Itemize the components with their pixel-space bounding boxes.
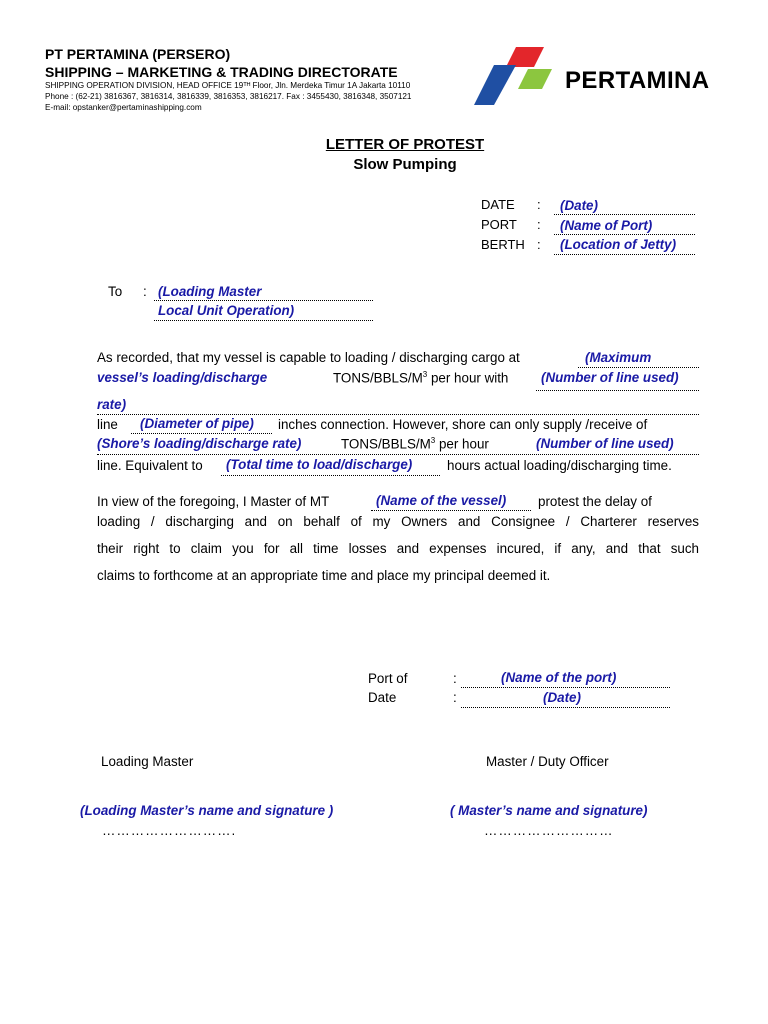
port-underline bbox=[554, 234, 695, 235]
master-signature-dots: ……………………… bbox=[484, 823, 614, 838]
berth-sep: : bbox=[537, 237, 541, 252]
port-of-label: Port of bbox=[368, 671, 408, 686]
place-date-underline bbox=[461, 707, 670, 708]
para1-text-2: inches connection. However, shore can only supply /receive of bbox=[278, 417, 648, 432]
para1-text-3: line. Equivalent to bbox=[97, 458, 203, 473]
para2-underline-1 bbox=[371, 510, 531, 511]
berth-underline bbox=[554, 254, 695, 255]
para1-text-1: As recorded, that my vessel is capable to loading / discharging cargo at bbox=[97, 350, 520, 365]
directorate-name: SHIPPING – MARKETING & TRADING DIRECTORATE bbox=[45, 64, 398, 80]
para1-units-2: TONS/$BBLS/M^3$ per hour bbox=[341, 436, 489, 452]
para2-line-2: loading / discharging and on behalf of my Owners and Consignee / Charterer reserves bbox=[97, 514, 699, 529]
date-label: DATE bbox=[481, 197, 515, 212]
port-label: PORT bbox=[481, 217, 517, 232]
para1-underline-2 bbox=[536, 390, 699, 391]
place-date-label: Date bbox=[368, 690, 397, 705]
to-label: To bbox=[108, 284, 123, 299]
to-underline-1 bbox=[154, 300, 373, 301]
berth-field[interactable]: (Location of Jetty) bbox=[560, 237, 677, 252]
letter-subtitle: Slow Pumping bbox=[353, 156, 457, 173]
para2-text-2: protest the delay of bbox=[538, 494, 652, 509]
para1-field-lines-1[interactable]: (Number of line used) bbox=[541, 370, 679, 385]
master-signature-field[interactable]: ( Master’s name and signature) bbox=[450, 803, 648, 818]
para1-underline-1 bbox=[578, 367, 699, 368]
para1-underline-5 bbox=[97, 454, 699, 455]
to-underline-2 bbox=[154, 320, 373, 321]
para1-underline-3 bbox=[97, 414, 699, 415]
para2-line-4: claims to forthcome at an appropriate time and place my principal deemed it. bbox=[97, 568, 551, 583]
para1-field-max-rate-a[interactable]: (Maximum bbox=[585, 350, 652, 365]
master-title: Master / Duty Officer bbox=[486, 754, 609, 769]
para1-text-line: line bbox=[97, 417, 118, 432]
loading-master-title: Loading Master bbox=[101, 754, 194, 769]
place-date-sep: : bbox=[453, 690, 457, 705]
para1-field-shore-rate[interactable]: (Shore’s loading/discharge rate) bbox=[97, 436, 302, 451]
pertamina-logo-icon bbox=[472, 45, 556, 107]
port-field[interactable]: (Name of Port) bbox=[560, 218, 653, 233]
email-line: E-mail: opstanker@pertaminashipping.com bbox=[45, 103, 202, 112]
para1-field-total-time[interactable]: (Total time to load/discharge) bbox=[226, 457, 413, 472]
loading-master-signature-field[interactable]: (Loading Master’s name and signature ) bbox=[80, 803, 334, 818]
logo-wordmark: PERTAMINA bbox=[565, 67, 710, 94]
para1-field-max-rate-b[interactable]: vessel’s loading/discharge bbox=[97, 370, 268, 385]
para1-field-lines-2[interactable]: (Number of line used) bbox=[536, 436, 674, 451]
phone-line: Phone : (62-21) 3816367, 3816314, 3816339, 3816353, 3816217. Fax : 3455430, 3816348, 3507121 bbox=[45, 92, 412, 101]
to-sep: : bbox=[143, 284, 147, 299]
port-sep: : bbox=[537, 217, 541, 232]
port-of-underline bbox=[461, 687, 670, 688]
date-underline bbox=[554, 214, 695, 215]
para2-text-1: In view of the foregoing, I Master of MT bbox=[97, 494, 330, 509]
para2-field-vessel[interactable]: (Name of the vessel) bbox=[376, 493, 507, 508]
loading-master-signature-dots: ………………………. bbox=[102, 823, 237, 838]
para1-underline-4 bbox=[131, 433, 272, 434]
to-field-line1[interactable]: (Loading Master bbox=[158, 284, 262, 299]
port-of-field[interactable]: (Name of the port) bbox=[501, 670, 617, 685]
port-of-sep: : bbox=[453, 671, 457, 686]
address-line: SHIPPING OPERATION DIVISION, HEAD OFFICE 19ᵀᴴ Floor, Jln. Merdeka Timur 1A Jakarta 10110 bbox=[45, 81, 411, 90]
para2-line-3: their right to claim you for all time losses and expenses incured, if any, and that such bbox=[97, 541, 699, 556]
date-sep: : bbox=[537, 197, 541, 212]
place-date-field[interactable]: (Date) bbox=[543, 690, 581, 705]
para1-units-1: TONS/$BBLS/M^3$ per hour with bbox=[333, 370, 509, 386]
to-field-line2[interactable]: Local Unit Operation) bbox=[158, 303, 295, 318]
para1-field-max-rate-c[interactable]: rate) bbox=[97, 397, 127, 412]
para1-underline-6 bbox=[221, 475, 440, 476]
para1-text-4: hours actual loading/discharging time. bbox=[447, 458, 672, 473]
company-name: PT PERTAMINA (PERSERO) bbox=[45, 46, 231, 62]
date-field[interactable]: (Date) bbox=[560, 198, 598, 213]
letter-title: LETTER OF PROTEST bbox=[325, 136, 485, 153]
para1-field-pipe[interactable]: (Diameter of pipe) bbox=[140, 416, 254, 431]
berth-label: BERTH bbox=[481, 237, 525, 252]
